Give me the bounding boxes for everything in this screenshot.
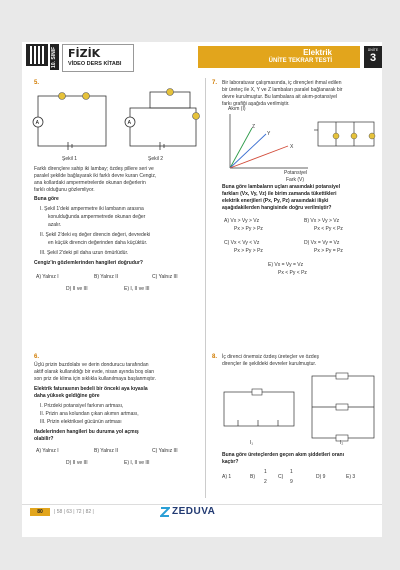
svg-text:A: A [127,120,131,126]
unit-number: 3 [369,52,377,64]
footer-separator [22,504,382,505]
unit-title: Elektrik [303,48,332,57]
q8-option-c-den: 9 [290,479,293,485]
q8-option-b-num: 1 [264,469,267,475]
header [22,42,382,76]
q7-bold-3: elektrik enerjileri (Px, Py, Pz) arasındaki ilişki [222,198,329,204]
q5-option-b[interactable]: B) Yalnız II [94,274,118,280]
q5-item2-b: en küçük direncin değerinden daha küçüktür. [48,240,148,246]
q8-bold-1: Buna göre üreteçlerden geçen akım şiddetleri oranı [222,452,344,458]
q6-item2: II. Prizin ana kolundan çıkan akımın artması, [40,411,139,417]
q6-question-2: olabilir? [34,436,54,442]
q5-line-1: Farklı dirençlere sahip iki lambay; özdeş pillere seri ve [34,166,154,172]
q6-line-2: aktif olarak kullanıldığı bir evde, nisan ayında boş olan [34,369,155,375]
q7-option-c-p: Px > Py > Pz [234,248,263,254]
q8-option-b-den: 2 [264,479,267,485]
q7-option-a-p: Px > Py > Pz [234,226,263,232]
q6-option-b[interactable]: B) Yalnız II [94,448,118,454]
q7-line-1: Bir laboratuvar çalışmasında, iç dirençleri ihmal edilen [222,80,342,86]
q5-line-3: ana kollardaki ampermetrelerde okunan değerlerin [34,180,146,186]
q7-option-e-v[interactable]: E) Vx = Vy = Vz [268,262,304,268]
page-number: 80 [30,508,50,516]
q8-option-a[interactable]: A) 1 [222,474,232,480]
q5-option-c[interactable]: C) Yalnız III [152,274,178,280]
q7-line-3: devre kurulmuştur. Bu lambalara ait akım-potansiyel [222,94,338,100]
q6-item3: III. Prizin elektriksel gücünün artması [40,419,122,425]
q6-number: 6. [34,354,40,360]
q5-fig2-caption: Şekil 2 [148,156,164,162]
unit-banner [198,46,360,68]
book-title: VİDEO DERS KİTABI [68,61,122,67]
q6-option-e[interactable]: E) I, II ve III [124,460,150,466]
q5-item1-a: I. Şekil 1'deki ampermetre iki lambanın arasına [40,206,144,212]
q5-line-4: farklı olduğunu gözlemliyor. [34,187,95,193]
svg-text:A: A [35,120,39,126]
q7-line-4: farkı grafiği aşağıda verilmiştir. [222,101,290,107]
q5-option-d[interactable]: D) II ve III [66,286,88,292]
q8-option-c-num: 1 [290,469,293,475]
q7-iv-graph [222,110,312,174]
q5-item3: III. Şekil 2'deki pil daha uzun ömürlüdür. [40,250,129,256]
q8-option-c[interactable]: C) [278,474,284,480]
column-divider [205,78,206,498]
q5-buna: Buna göre [34,196,59,202]
q7-number: 7. [212,80,218,86]
q7-x-label: X [290,144,294,150]
q6-option-d[interactable]: D) II ve III [66,460,88,466]
grade-label: 10. SINIF [50,44,59,70]
q7-x-axis-2: Fark (V) [286,177,305,183]
q7-option-b-p: Px < Py < Pz [314,226,343,232]
brand-logo: ZEDUVA [172,506,216,517]
q7-option-e-p: Px < Py < Pz [278,270,307,276]
q6-line-3: son priz de klima için sıklıkla kullanılmaya başlanmıştır. [34,376,156,382]
qr-code[interactable] [26,44,48,66]
q6-line-1: Üçlü prizin buzdolabı ve derin dondurucu tarafından [34,362,149,368]
q8-option-b[interactable]: B) [250,474,255,480]
q5-circuits-diagram [30,88,202,154]
q5-number: 5. [34,80,40,86]
q7-option-d-p: Px > Py = Pz [314,248,343,254]
q8-line-1: İç direnci önemsiz özdeş üreteçler ve özdeş [222,354,319,360]
q6-question-1: ifadelerinden hangileri bu duruma yol açmış [34,429,139,435]
q8-bold-2: kaçtır? [222,459,239,465]
q8-current-1: I₁ [250,440,254,446]
unit-subtitle: ÜNİTE TEKRAR TESTİ [268,58,332,64]
q6-bold-1: Elektrik faturasının bedeli bir önceki aya kıyasla [34,386,148,392]
q7-y-series-label: Y [267,131,271,137]
q5-fig1-caption: Şekil 1 [62,156,78,162]
q6-bold-2: daha yüksek geldiğine göre [34,393,100,399]
q7-bold-2: farkları (Vx, Vy, Vz) ile birim zamanda tükettikleri [222,191,337,197]
page-links[interactable]: | 58 | 63 | 72 | 82 | [54,509,94,515]
q7-y-label: Akım (I) [228,106,246,112]
q5-item1-c: azalır. [48,222,62,228]
q7-z-label: Z [252,124,256,130]
q5-option-e[interactable]: E) I, II ve III [124,286,150,292]
q7-option-a-v[interactable]: A) Vx > Vy > Vz [224,218,260,224]
q7-bold-4: aşağıdakilerden hangisinde doğru verilmiştir? [222,205,332,211]
q5-option-a[interactable]: A) Yalnız I [36,274,59,280]
subject-title: FİZİK [68,47,101,60]
unit-badge [364,46,382,68]
q8-option-d[interactable]: D) 9 [316,474,326,480]
unit-word: ÜNİTE [367,48,379,52]
q7-bold-1: Buna göre lambaların uçları arasındaki potansiyel [222,184,341,190]
q5-item2-a: II. Şekil 2'deki eş değer direncin değeri, devredeki [40,232,151,238]
q8-number: 8. [212,354,218,360]
q8-current-2: I₂ [340,440,344,446]
q8-line-2: dirençler ile şekildeki devreler kurulmuştur. [222,361,317,367]
q7-option-c-v[interactable]: C) Vx < Vy < Vz [224,240,260,246]
q8-option-e[interactable]: E) 3 [346,474,356,480]
q7-option-d-v[interactable]: D) Vx = Vy = Vz [304,240,340,246]
q5-question: Cengiz'in gözlemlerinden hangileri doğrudur? [34,260,143,266]
q7-line-2: bir üreteç ile X, Y ve Z lambaları paralel bağlanarak bir [222,87,343,93]
q6-option-c[interactable]: C) Yalnız III [152,448,178,454]
zeduva-logo-icon [160,507,170,517]
q5-item1-b: konulduğunda ampermetrede okunan değer [48,214,146,220]
q5-line-2: paralel şekilde bağlayarak iki farklı devre kuran Cengiz, [34,173,157,179]
footer [22,504,382,537]
q6-item1: I. Prizdeki potansiyel farkının artması, [40,403,124,409]
q6-option-a[interactable]: A) Yalnız I [36,448,59,454]
q7-lamp-circuit [314,120,378,150]
q8-circuits-diagram [218,370,378,442]
page [22,42,382,537]
q7-option-b-v[interactable]: B) Vx > Vy > Vz [304,218,340,224]
q7-x-axis-1: Potansiyel [284,170,308,176]
